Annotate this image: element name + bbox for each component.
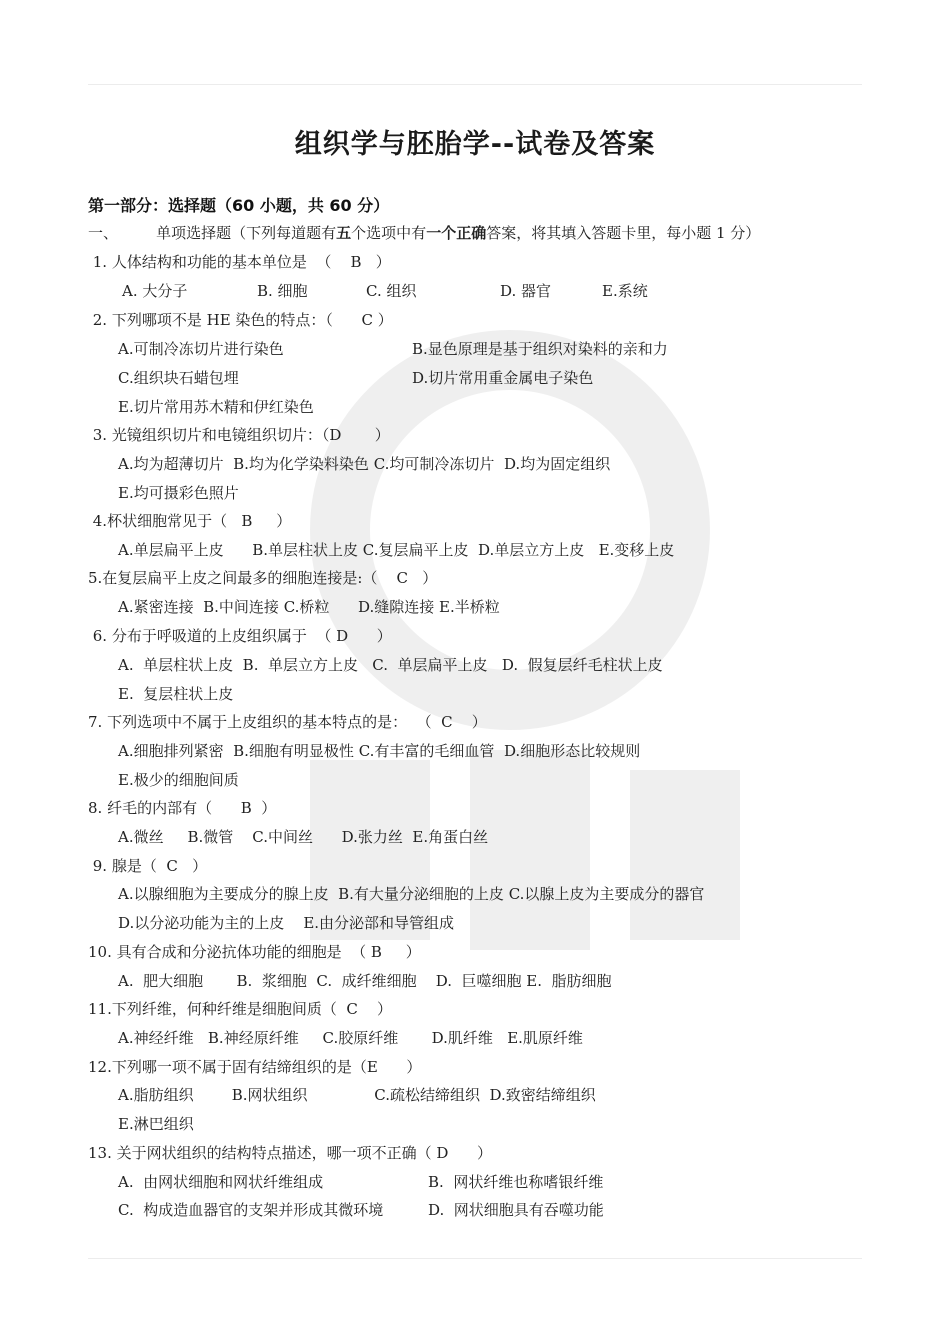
q12-options-row-1: A.脂肪组织 B.网状组织 C.疏松结缔组织 D.致密结缔组织 [118, 1086, 596, 1104]
question-3-stem: 3. 光镜组织切片和电镜组织切片：（D ） [88, 426, 390, 444]
q2-option-a: A.可制冷冻切片进行染色 [118, 340, 284, 358]
q9-options-row-2: D.以分泌功能为主的上皮 E.由分泌部和导管组成 [118, 914, 455, 932]
question-10-stem: 10. 具有合成和分泌抗体功能的细胞是 （ B ） [88, 943, 421, 961]
footer-rule [88, 1258, 862, 1259]
question-4-stem: 4.杯状细胞常见于（ B ） [88, 512, 292, 530]
q6-options-row-1: A. 单层柱状上皮 B. 单层立方上皮 C. 单层扁平上皮 D. 假复层纤毛柱状上皮 [118, 656, 663, 674]
q4-options-row-1: A.单层扁平上皮 B.单层柱状上皮 C.复层扁平上皮 D.单层立方上皮 E.变移上皮 [118, 541, 675, 559]
q2-option-d: D.切片常用重金属电子染色 [412, 369, 594, 387]
page-title: 组织学与胚胎学--试卷及答案 [294, 129, 656, 160]
q1-option-a: A. 大分子 [122, 282, 188, 300]
q1-option-d: D. 器官 [500, 282, 552, 300]
q1-option-b: B. 细胞 [257, 282, 308, 300]
q13-option-c: C. 构成造血器官的支架并形成其微环境 [118, 1201, 384, 1219]
instructions-bold-five: 五 [336, 224, 352, 242]
question-12-stem: 12.下列哪一项不属于固有结缔组织的是（E ） [88, 1058, 422, 1076]
q1-option-c: C. 组织 [366, 282, 417, 300]
q7-options-row-2: E.极少的细胞间质 [118, 771, 239, 789]
section-heading: 第一部分：选择题（60 小题，共 60 分） [88, 196, 390, 215]
instructions [88, 223, 760, 243]
question-1-stem: 1. 人体结构和功能的基本单位是 （ B ） [88, 253, 391, 271]
q5-options-row-1: A.紧密连接 B.中间连接 C.桥粒 D.缝隙连接 E.半桥粒 [118, 598, 500, 616]
q9-options-row-1: A.以腺细胞为主要成分的腺上皮 B.有大量分泌细胞的上皮 C.以腺上皮为主要成分的器官 [118, 885, 705, 903]
q6-options-row-2: E. 复层柱状上皮 [118, 685, 234, 703]
q3-options-row-1: A.均为超薄切片 B.均为化学染料染色 C.均可制冷冻切片 D.均为固定组织 [118, 455, 611, 473]
question-5-stem: 5.在复层扁平上皮之间最多的细胞连接是:（ C ） [88, 569, 438, 587]
q13-option-d: D. 网状细胞具有吞噬功能 [428, 1201, 604, 1219]
q2-option-e: E.切片常用苏木精和伊红染色 [118, 398, 314, 416]
question-7-stem: 7. 下列选项中不属于上皮组织的基本特点的是： （ C ） [88, 713, 487, 731]
instructions-suffix: 答案，将其填入答题卡里，每小题 1 分） [486, 224, 761, 242]
instructions-mid: 个选项中有 [351, 224, 427, 242]
question-9-stem: 9. 腺是（ C ） [88, 857, 208, 875]
q2-option-c: C.组织块石蜡包埋 [118, 369, 239, 387]
q10-options-row-1: A. 肥大细胞 B. 浆细胞 C. 成纤维细胞 D. 巨噬细胞 E. 脂肪细胞 [118, 972, 612, 990]
q8-options-row-1: A.微丝 B.微管 C.中间丝 D.张力丝 E.角蛋白丝 [118, 828, 489, 846]
q13-option-b: B. 网状纤维也称嗜银纤维 [428, 1173, 604, 1191]
q12-options-row-2: E.淋巴组织 [118, 1115, 194, 1133]
instructions-bold-one-correct: 一个正确 [426, 224, 487, 242]
header-rule [88, 84, 862, 85]
q1-option-e: E.系统 [602, 282, 648, 300]
q11-options-row-1: A.神经纤维 B.神经原纤维 C.胶原纤维 D.肌纤维 E.肌原纤维 [118, 1029, 583, 1047]
question-2-stem: 2. 下列哪项不是 HE 染色的特点：（ C ） [88, 311, 393, 329]
q3-options-row-2: E.均可摄彩色照片 [118, 484, 239, 502]
question-8-stem: 8. 纤毛的内部有（ B ） [88, 799, 277, 817]
q13-option-a: A. 由网状细胞和网状纤维组成 [118, 1173, 324, 1191]
instructions-prefix: 一、 单项选择题（下列每道题有 [88, 224, 337, 242]
question-13-stem: 13. 关于网状组织的结构特点描述，哪一项不正确（ D ） [88, 1144, 493, 1162]
question-11-stem: 11.下列纤维，何种纤维是细胞间质（ C ） [88, 1000, 392, 1018]
question-6-stem: 6. 分布于呼吸道的上皮组织属于 （ D ） [88, 627, 392, 645]
q7-options-row-1: A.细胞排列紧密 B.细胞有明显极性 C.有丰富的毛细血管 D.细胞形态比较规则 [118, 742, 641, 760]
q2-option-b: B.显色原理是基于组织对染料的亲和力 [412, 340, 668, 358]
